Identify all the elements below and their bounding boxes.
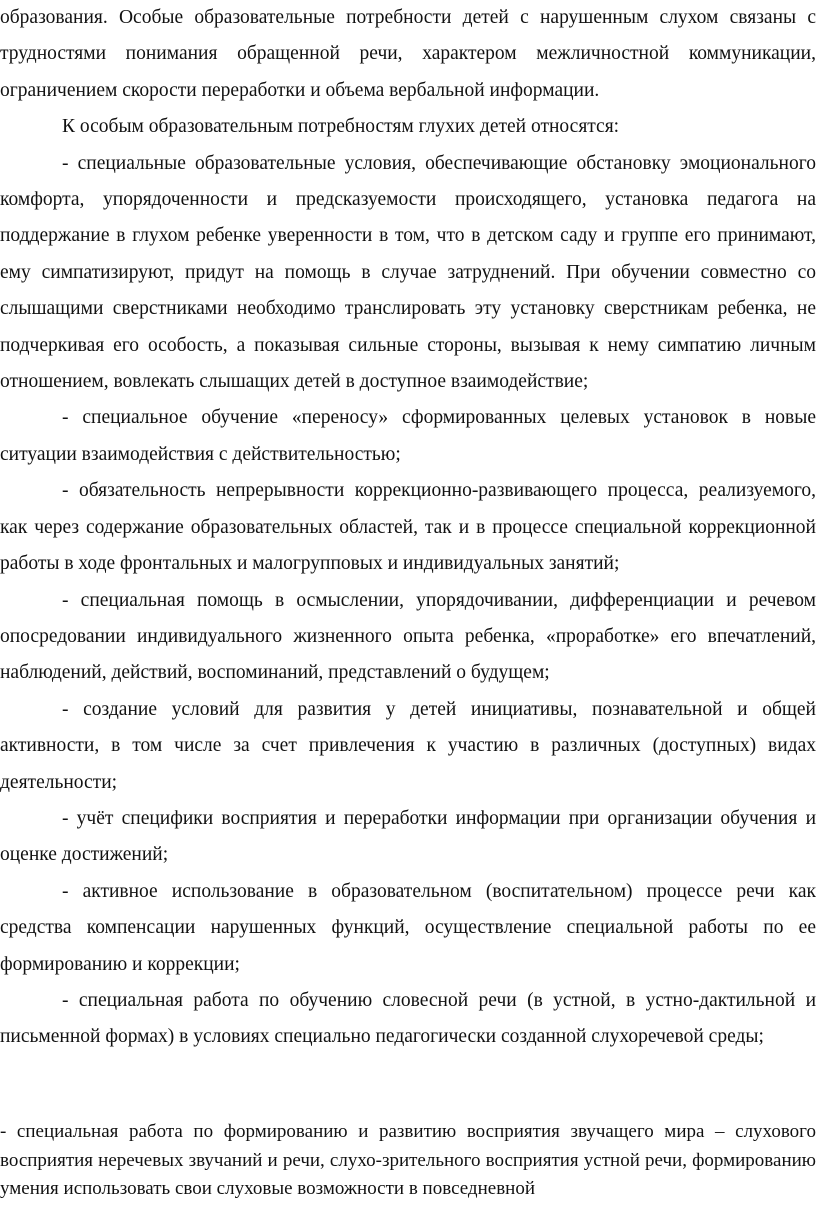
list-item-perception-specifics: - учёт специфики восприятия и переработки информации при организации обучения и оценке достижений; bbox=[0, 807, 816, 866]
list-item-transfer-training: - специальное обучение «переносу» сформированных целевых установок в новые ситуации взаимодействия с действительностью; bbox=[0, 407, 816, 465]
list-item-speech-compensation: - активное использование в образовательном (воспитательном) процессе речи как средства компенсации нарушенных функций, осуществление специальной работы по ее формированию и коррекции; bbox=[0, 880, 816, 975]
paragraph-needs-heading: К особым образовательным потребностям глухих детей относятся: bbox=[62, 116, 620, 138]
list-item-initiative: - создание условий для развития у детей инициативы, познавательной и общей активности, в том числе за счет привлечения к участию в различных (доступных) видах деятельности; bbox=[0, 698, 816, 793]
list-item-experience-help: - специальная помощь в осмыслении, упорядочивании, дифференциации и речевом опосредовании индивидуального жизненного опыта ребенка, «проработке» его впечатлений, наблюдений, действий, воспоминаний, представлений о будущем; bbox=[0, 589, 816, 684]
paragraph-intro-continuation: образования. Особые образовательные потребности детей с нарушенным слухом связаны с трудностями понимания обращенной речи, характером межличностной коммуникации, ограничением скорости переработки и объема вербальной информации. bbox=[0, 7, 816, 101]
list-item-special-conditions: - специальные образовательные условия, обеспечивающие обстановку эмоционального комфорта, упорядоченности и предсказуемости происходящего, установка педагога на поддержание в глухом ребенке уверенности в том, что в детском саду и группе его принимают, ему симпатизируют, придут на помощь в случае затруднений. При обучении совместно со слышащими сверстниками необходимо транслировать эту установку сверстникам ребенка, не подчеркивая его особость, а показывая сильные стороны, вызывая к нему симпатию личным отношением, вовлекать слышащих детей в доступное взаимодействие; bbox=[0, 152, 816, 393]
list-item-continuity: - обязательность непрерывности коррекционно-развивающего процесса, реализуемого, как через содержание образовательных областей, так и в процессе специальной коррекционной работы в ходе фронтальных и малогрупповых и индивидуальных занятий; bbox=[0, 480, 816, 575]
list-item-verbal-speech: - специальная работа по обучению словесной речи (в устной, в устно-дактильной и письменной формах) в условиях специально педагогически созданной слухоречевой среды; bbox=[0, 989, 816, 1048]
list-item-auditory-perception: - специальная работа по формированию и развитию восприятия звучащего мира – слухового восприятия неречевых звучаний и речи, слухо-зрительного восприятия устной речи, формированию умения использовать свои слуховые возможности в повседневной bbox=[0, 1121, 816, 1200]
